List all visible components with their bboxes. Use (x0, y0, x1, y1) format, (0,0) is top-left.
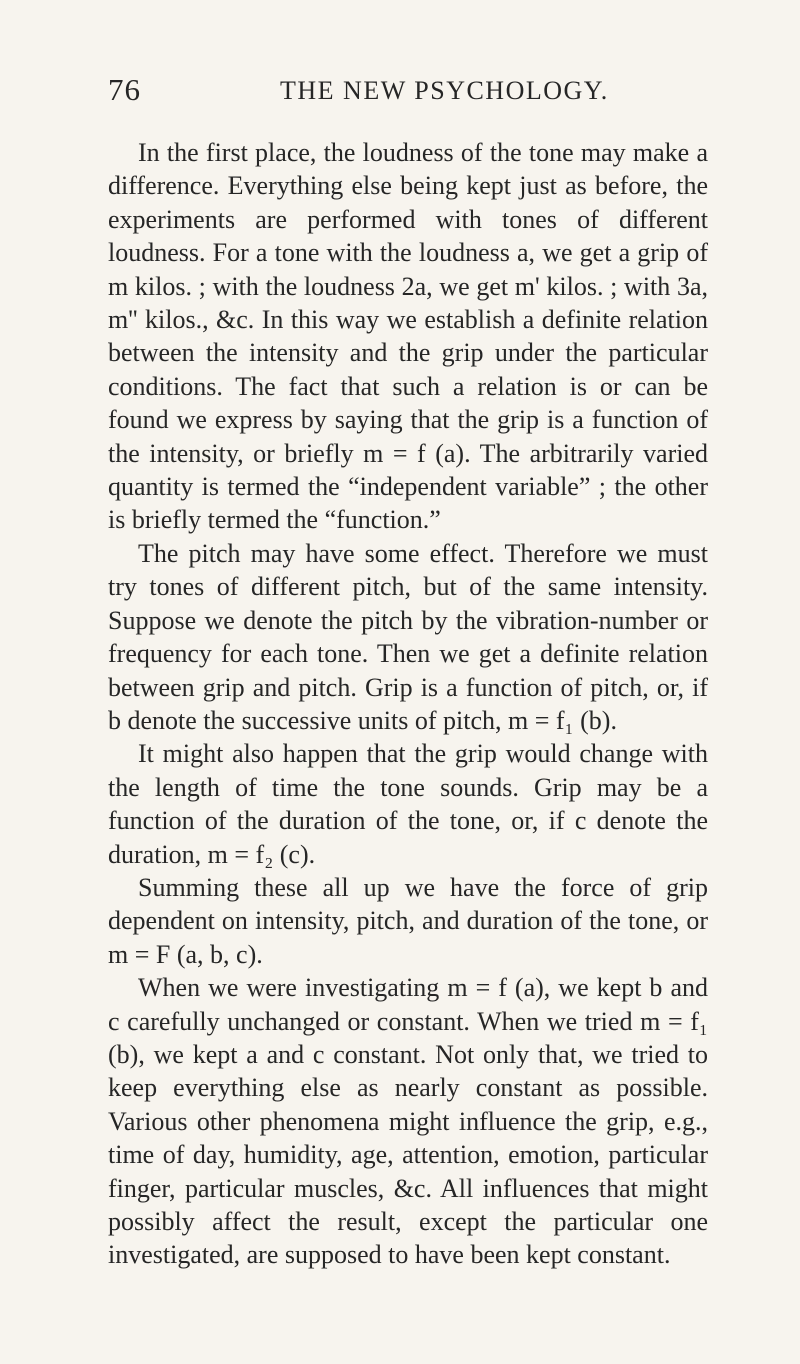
paragraph-5: When we were investigating m = f (a), we kept b and c carefully unchanged or constant. When we tried m = f₁ (b), we kept a and c constant. Not only that, we tried to keep everything else as nearly constant as possible. Various other phenomena might influence the grip, e.g., time of day, humidity, age, attention, emotion, particular finger, particular muscles, &c. All influences that might possibly affect the result, except the particular one investigated, are supposed to have been kept constant. (108, 973, 708, 1270)
paragraph-3: It might also happen that the grip would change with the length of time the tone sounds. Grip may be a function of the duration of the tone, or, if c denote the duration, m = f₂ (c). (108, 739, 708, 869)
page-number: 76 (108, 72, 141, 107)
paragraph-4: Summing these all up we have the force of grip dependent on intensity, pitch, and duration of the tone, or m = F (a, b, c). (108, 872, 708, 969)
running-head: THE NEW PSYCHOLOGY. (280, 76, 609, 105)
body-text (108, 136, 708, 1272)
paragraph-2: The pitch may have some effect. Therefore we must try tones of different pitch, but of the same intensity. Suppose we denote the pitch by the vibration-number or frequency for each tone. Then we get a definite relation between grip and pitch. Grip is a function of pitch, or, if b denote the successive units of pitch, m = f₁ (b). (108, 538, 708, 735)
paragraph-1: In the first place, the loudness of the tone may make a difference. Everything else being kept just as before, the experiments are performed with tones of different loudness. For a tone with the loudness a, we get a grip of m kilos. ; with the loudness 2a, we get m' kilos. ; with 3a, m'' kilos., &c. In this way we establish a definite relation between the intensity and the grip under the particular conditions. The fact that such a relation is or can be found we express by saying that the grip is a function of the intensity, or briefly m = f (a). The arbitrarily varied quantity is termed the “independent variable” ; the other is briefly termed the “function.” (108, 138, 708, 535)
page-header (108, 72, 708, 112)
